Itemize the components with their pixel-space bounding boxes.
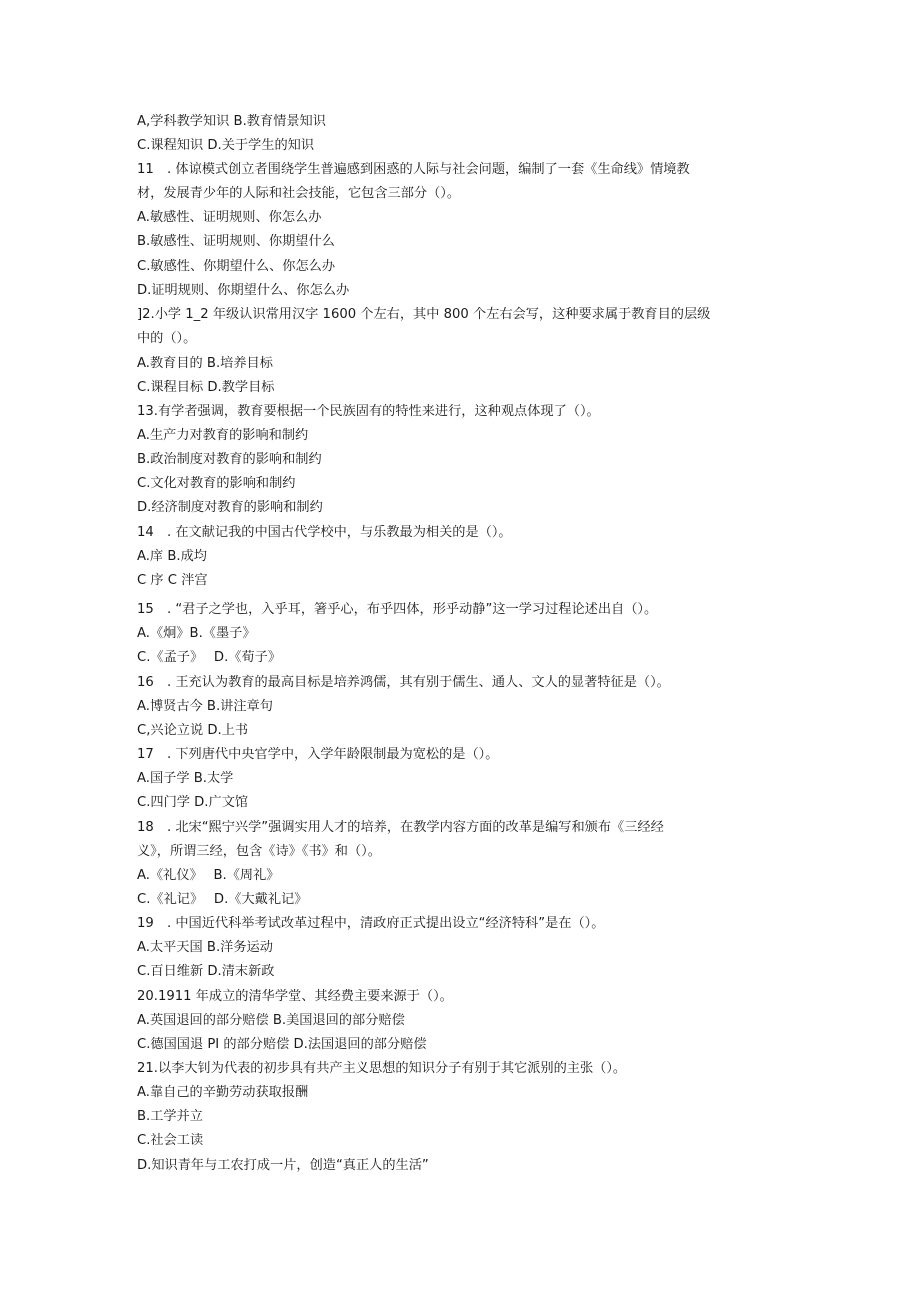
option-line: C.《礼记》 D.《大戴礼记》: [137, 892, 308, 907]
option-line: A.《礼仪》 B.《周礼》: [137, 868, 280, 883]
option-line: C.社会工读: [137, 1133, 204, 1148]
question-12-text-cont: 中的（）。: [137, 331, 197, 346]
option-line: C 序 C 泮宫: [137, 573, 208, 588]
option-line: C.百日维新 D.清末新政: [137, 964, 275, 979]
option-line: D.证明规则、你期望什么、你怎么办: [137, 283, 350, 298]
option-line: C.文化对教育的影响和制约: [137, 476, 296, 491]
option-line: C.课程目标 D.教学目标: [137, 380, 275, 395]
option-line: C.德国国退 PI 的部分赔偿 D.法国退回的部分赔偿: [137, 1037, 427, 1052]
option-line: C.敏感性、你期望什么、你怎么办: [137, 259, 336, 274]
option-line: A.庠 B.成均: [137, 549, 207, 564]
option-line: B.政治制度对教育的影响和制约: [137, 452, 322, 467]
question-12-text: ]2.小学 1_2 年级认识常用汉字 1600 个左右，其中 800 个左右会写，这种要求属于教育目的层级: [137, 307, 711, 322]
option-line: A.敏感性、证明规则、你怎么办: [137, 210, 322, 225]
option-line: A.生产力对教育的影响和制约: [137, 428, 309, 443]
option-line: C,兴论立说 D.上书: [137, 723, 249, 738]
option-line: B.工学并立: [137, 1109, 203, 1124]
option-line: A.英国退回的部分赔偿 B.美国退回的部分赔偿: [137, 1013, 405, 1028]
option-line: D.经济制度对教育的影响和制约: [137, 500, 323, 515]
question-21-text: 21.以李大钊为代表的初步具有共产主义思想的知识分子有别于其它派别的主张（）。: [137, 1061, 627, 1076]
question-19-text: 19 . 中国近代科举考试改革过程中，清政府正式提出设立“经济特科”是在（）。: [137, 916, 605, 931]
option-line: A.《炯》B.《墨子》: [137, 626, 256, 641]
option-line: A.博贤古今 B.讲注章句: [137, 699, 273, 714]
option-line: A.靠自己的辛勤劳动获取报酬: [137, 1085, 309, 1100]
question-14-text: 14 . 在文献记我的中国古代学校中，与乐教最为相关的是（）。: [137, 525, 512, 540]
question-13-text: 13.有学者强调，教育要根据一个民族固有的特性来进行，这种观点体现了（）。: [137, 404, 600, 419]
question-15-text: 15 . “君子之学也，入乎耳，箸乎心，布乎四体，形乎动静”这一学习过程论述出自（）。: [137, 602, 658, 617]
option-line: C.《孟子》 D.《荀子》: [137, 650, 282, 665]
option-line: C.课程知识 D.关于学生的知识: [137, 138, 314, 153]
question-18-text: 18 . 北宋“熙宁兴学”强调实用人才的培养，在教学内容方面的改革是编写和颁布《三经经: [137, 820, 664, 835]
option-line: A.教育目的 B.培养目标: [137, 356, 273, 371]
option-line: B.敏感性、证明规则、你期望什么: [137, 234, 335, 249]
option-line: A.太平天国 B.洋务运动: [137, 940, 273, 955]
question-17-text: 17 . 下列唐代中央官学中，入学年龄限制最为宽松的是（）。: [137, 747, 499, 762]
option-line: A,学科教学知识 B.教育情景知识: [137, 114, 326, 129]
question-18-text-cont: 义》，所谓三经，包含《诗》《书》和（）。: [137, 844, 381, 859]
question-11-text-cont: 材，发展青少年的人际和社会技能，它包含三部分（）。: [137, 186, 461, 201]
question-11-text: 11 . 体谅模式创立者围绕学生普遍感到困惑的人际与社会问题，编制了一套《生命线》情境教: [137, 162, 690, 177]
option-line: D.知识青年与工农打成一片，创造“真正人的生活”: [137, 1158, 429, 1173]
option-line: C.四门学 D.广文馆: [137, 795, 249, 810]
question-16-text: 16 . 王充认为教育的最高目标是培养鸿儒，其有别于儒生、通人、文人的显著特征是（）。: [137, 675, 670, 690]
question-20-text: 20.1911 年成立的清华学堂、其经费主要来源于（）。: [137, 989, 453, 1004]
option-line: A.国子学 B.太学: [137, 771, 234, 786]
